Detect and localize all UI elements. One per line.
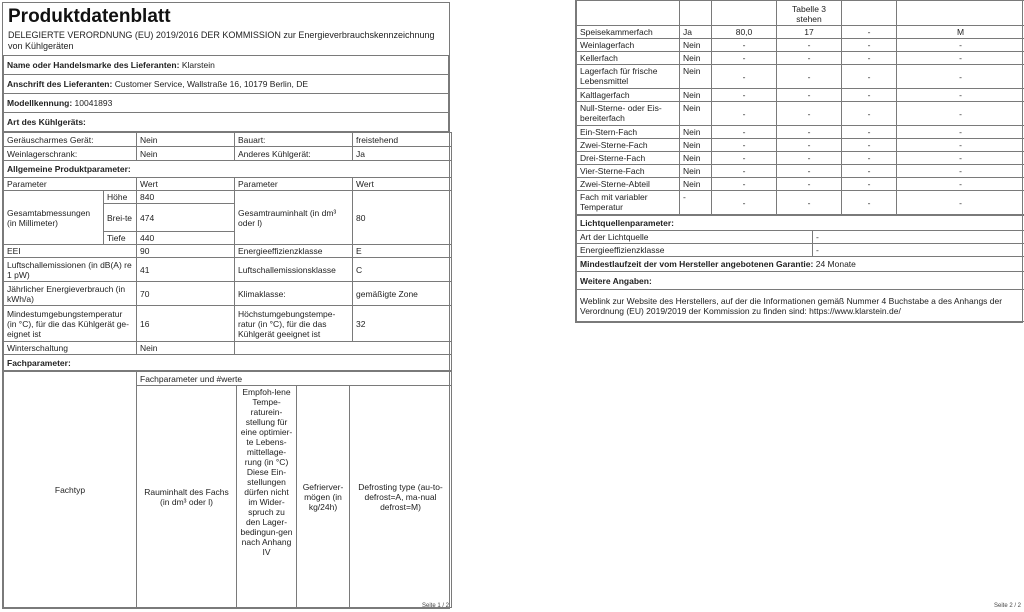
compartment-row [577, 102, 1024, 126]
datasheet-box [575, 0, 1023, 323]
compartment-name: Vier-Sterne-Fach [577, 165, 680, 178]
compartment-freeze: - [842, 39, 897, 52]
winter-value: Nein [137, 342, 235, 355]
dimension-value: 474 [137, 204, 235, 232]
compartment-volume: - [712, 39, 777, 52]
param-row [4, 306, 452, 342]
compartment-freeze: - [842, 89, 897, 102]
compartment-name: Zwei-Sterne-Abteil [577, 178, 680, 191]
compartment-temp: - [777, 191, 842, 215]
brand-row [4, 56, 449, 75]
compartment-defrost: - [897, 178, 1024, 191]
volume-label: Gesamtrauminhalt (in dm³ oder l) [235, 191, 353, 245]
warranty-label: Mindestlaufzeit der vom Hersteller angebotenen Garantie: [580, 259, 814, 269]
type-label: Weinlagerschrank: [4, 147, 137, 161]
compartment-volume: - [712, 102, 777, 126]
compartment-row [577, 89, 1024, 102]
supplier-table [3, 55, 449, 132]
compartment-freeze: - [842, 26, 897, 39]
model-label: Modellkennung: [7, 98, 73, 108]
param-row [4, 258, 452, 282]
compartment-freeze: - [842, 152, 897, 165]
compartment-freeze: - [842, 191, 897, 215]
compartment-defrost: - [897, 52, 1024, 65]
compartment-freeze: - [842, 102, 897, 126]
light-heading: Lichtquellenparameter: [577, 216, 1024, 231]
general-heading: Allgemeine Produktparameter: [4, 161, 452, 178]
brand-label: Name oder Handelsmarke des Lieferanten: [7, 60, 180, 70]
fach-heading: Fachparameter: [4, 355, 452, 371]
compartment-defrost [897, 1, 1024, 26]
page-title: Produktdatenblatt [8, 6, 171, 27]
compartment-temp: - [777, 126, 842, 139]
header-value: Wert [137, 178, 235, 191]
compartment-volume: - [712, 191, 777, 215]
compartment-volume: - [712, 152, 777, 165]
compartment-volume: 80,0 [712, 26, 777, 39]
param-value: 41 [137, 258, 235, 282]
page-footer: Seite 2 / 2 [994, 603, 1022, 609]
type-label: Anderes Kühlgerät: [235, 147, 353, 161]
param-value: C [353, 258, 452, 282]
fach-col-type: Fachtyp [4, 372, 137, 608]
compartment-temp: - [777, 139, 842, 152]
header-parameter: Parameter [235, 178, 353, 191]
datasheet-page-1 [0, 0, 452, 612]
dimension-name: Tiefe [104, 232, 137, 245]
compartment-freeze: - [842, 65, 897, 89]
address-label: Anschrift des Lieferanten: [7, 79, 113, 89]
compartment-volume: - [712, 89, 777, 102]
compartment-name: Ein-Stern-Fach [577, 126, 680, 139]
type-heading: Art des Kühlgeräts: [4, 113, 449, 132]
compartment-defrost: - [897, 89, 1024, 102]
compartment-freeze: - [842, 139, 897, 152]
compartment-name: Weinlagerfach [577, 39, 680, 52]
compartment-flag: Nein [680, 165, 712, 178]
brand-value: Klarstein [181, 60, 215, 70]
compartment-name: Fach mit variabler Temperatur [577, 191, 680, 215]
compartment-flag [680, 1, 712, 26]
compartment-name: Zwei-Sterne-Fach [577, 139, 680, 152]
compartment-defrost: M [897, 26, 1024, 39]
compartment-row [577, 39, 1024, 52]
compartment-volume [712, 1, 777, 26]
dimension-name: Höhe [104, 191, 137, 204]
param-label: Mindestumgebungstemperatur (in °C), für die das Kühlgerät ge-eignet ist [4, 306, 137, 342]
compartment-flag: Nein [680, 102, 712, 126]
fach-col-temp: Empfoh-lene Tempe-raturein-stellung für eine optimier-te Lebens-mittellage-rung (in °C) Diese Ein-stellungen dürfen nicht im Wider-spruch zu den Lager-bedingun-gen nach Anhang IV [237, 386, 297, 608]
compartment-row [577, 152, 1024, 165]
params-header-row [4, 178, 452, 191]
compartment-name: Kellerfach [577, 52, 680, 65]
type-value: freistehend [353, 133, 452, 147]
compartment-row [577, 139, 1024, 152]
type-label: Bauart: [235, 133, 353, 147]
main-params-table [3, 132, 452, 371]
model-value: 10041893 [74, 98, 113, 108]
compartment-freeze: - [842, 126, 897, 139]
type-value: Nein [137, 147, 235, 161]
compartment-defrost: - [897, 191, 1024, 215]
compartment-temp: - [777, 52, 842, 65]
compartment-temp: - [777, 65, 842, 89]
dimensions-label: Gesamtabmessungen (in Millimeter) [4, 191, 104, 245]
fach-col-freeze: Gefrierver-mögen (in kg/24h) [297, 386, 350, 608]
compartment-flag: Nein [680, 152, 712, 165]
param-row [4, 245, 452, 258]
compartment-row [577, 178, 1024, 191]
empty-cell [235, 342, 452, 355]
compartment-temp: - [777, 102, 842, 126]
compartment-volume: - [712, 178, 777, 191]
compartment-freeze: - [842, 178, 897, 191]
datasheet-box [2, 2, 450, 609]
param-value: gemäßigte Zone [353, 282, 452, 306]
light-row [577, 231, 1024, 244]
compartment-name: Kaltlagerfach [577, 89, 680, 102]
compartment-temp: 17 [777, 26, 842, 39]
compartment-defrost: - [897, 102, 1024, 126]
light-table [576, 215, 1024, 322]
header-value: Wert [353, 178, 452, 191]
type-value: Ja [353, 147, 452, 161]
compartment-flag: Nein [680, 39, 712, 52]
datasheet-page-2 [573, 0, 1024, 612]
compartment-volume: - [712, 65, 777, 89]
compartment-volume: - [712, 139, 777, 152]
dimension-name: Brei-te [104, 204, 137, 232]
compartment-flag: Nein [680, 126, 712, 139]
compartment-temp: - [777, 165, 842, 178]
dimension-value: 440 [137, 232, 235, 245]
more-heading: Weitere Angaben: [577, 272, 1024, 290]
type-label: Geräuscharmes Gerät: [4, 133, 137, 147]
compartment-row [577, 126, 1024, 139]
compartment-flag: Nein [680, 65, 712, 89]
light-value: - [813, 231, 1024, 244]
compartment-name: Drei-Sterne-Fach [577, 152, 680, 165]
compartment-flag: Ja [680, 26, 712, 39]
warranty-row [577, 257, 1024, 272]
param-label: Energieeffizienzklasse [235, 245, 353, 258]
compartment-defrost: - [897, 65, 1024, 89]
compartment-name: Lagerfach für frische Lebensmittel [577, 65, 680, 89]
compartment-volume: - [712, 126, 777, 139]
param-value: 70 [137, 282, 235, 306]
compartment-row [577, 165, 1024, 178]
more-text: Weblink zur Website des Herstellers, auf der die Informationen gemäß Nummer 4 Buchstabe a des Anhangs der Verordnung (EU) 2019/2019 der Kommission zu finden sind: https://www.klarstein.de/ [577, 290, 1024, 322]
compartment-volume: - [712, 165, 777, 178]
compartment-name: Null-Sterne- oder Eis-bereiterfach [577, 102, 680, 126]
compartment-name [577, 1, 680, 26]
compartment-flag: Nein [680, 89, 712, 102]
compartment-flag: Nein [680, 139, 712, 152]
volume-value: 80 [353, 191, 452, 245]
light-value: - [813, 244, 1024, 257]
compartment-row [577, 65, 1024, 89]
compartment-temp: - [777, 89, 842, 102]
compartment-freeze [842, 1, 897, 26]
compartment-flag: - [680, 191, 712, 215]
compartment-defrost: - [897, 139, 1024, 152]
param-label: Luftschallemissionsklasse [235, 258, 353, 282]
compartment-temp: - [777, 39, 842, 52]
compartment-temp: - [777, 178, 842, 191]
winter-label: Winterschaltung [4, 342, 137, 355]
compartment-temp: - [777, 152, 842, 165]
compartment-temp: Tabelle 3 stehen [777, 1, 842, 26]
compartment-defrost: - [897, 165, 1024, 178]
fach-col-volume: Rauminhalt des Fachs (in dm³ oder l) [137, 386, 237, 608]
header-parameter: Parameter [4, 178, 137, 191]
compartment-name: Speisekammerfach [577, 26, 680, 39]
param-value: 32 [353, 306, 452, 342]
regulation-text: DELEGIERTE VERORDNUNG (EU) 2019/2016 DER KOMMISSION zur Energieverbrauchskennzeichnung von Kühlgeräten [8, 30, 435, 51]
winter-row [4, 342, 452, 355]
compartment-defrost: - [897, 152, 1024, 165]
compartment-freeze: - [842, 165, 897, 178]
compartment-row [577, 191, 1024, 215]
light-row [577, 244, 1024, 257]
compartment-defrost: - [897, 39, 1024, 52]
param-value: 90 [137, 245, 235, 258]
compartments-table [576, 0, 1024, 215]
compartment-row [577, 52, 1024, 65]
fach-col-defrost: Defrosting type (au-to-defrost=A, ma-nual defrost=M) [350, 386, 452, 608]
param-value: 16 [137, 306, 235, 342]
page-footer: Seite 1 / 2 [422, 603, 450, 609]
warranty-value: 24 Monate [815, 259, 856, 269]
type-value: Nein [137, 133, 235, 147]
compartment-continuation-row [577, 1, 1024, 26]
compartment-flag: Nein [680, 178, 712, 191]
compartment-freeze: - [842, 52, 897, 65]
compartment-row [577, 26, 1024, 39]
light-label: Energieeffizienzklasse [577, 244, 813, 257]
type-row [4, 147, 452, 161]
light-label: Art der Lichtquelle [577, 231, 813, 244]
address-value: Customer Service, Wallstraße 16, 10179 Berlin, DE [114, 79, 309, 89]
dimension-value: 840 [137, 191, 235, 204]
param-label: Klimaklasse: [235, 282, 353, 306]
param-row [4, 282, 452, 306]
fach-table [3, 371, 452, 608]
address-row [4, 75, 449, 94]
compartment-volume: - [712, 52, 777, 65]
param-label: Höchstumgebungstempe-ratur (in °C), für die das Kühlgerät geeignet ist [235, 306, 353, 342]
fach-group-header: Fachparameter und #werte [137, 372, 452, 386]
param-label: EEI [4, 245, 137, 258]
compartment-defrost: - [897, 126, 1024, 139]
type-row [4, 133, 452, 147]
model-row [4, 94, 449, 113]
param-label: Jährlicher Energieverbrauch (in kWh/a) [4, 282, 137, 306]
param-label: Luftschallemissionen (in dB(A) re 1 pW) [4, 258, 137, 282]
compartment-flag: Nein [680, 52, 712, 65]
param-value: E [353, 245, 452, 258]
